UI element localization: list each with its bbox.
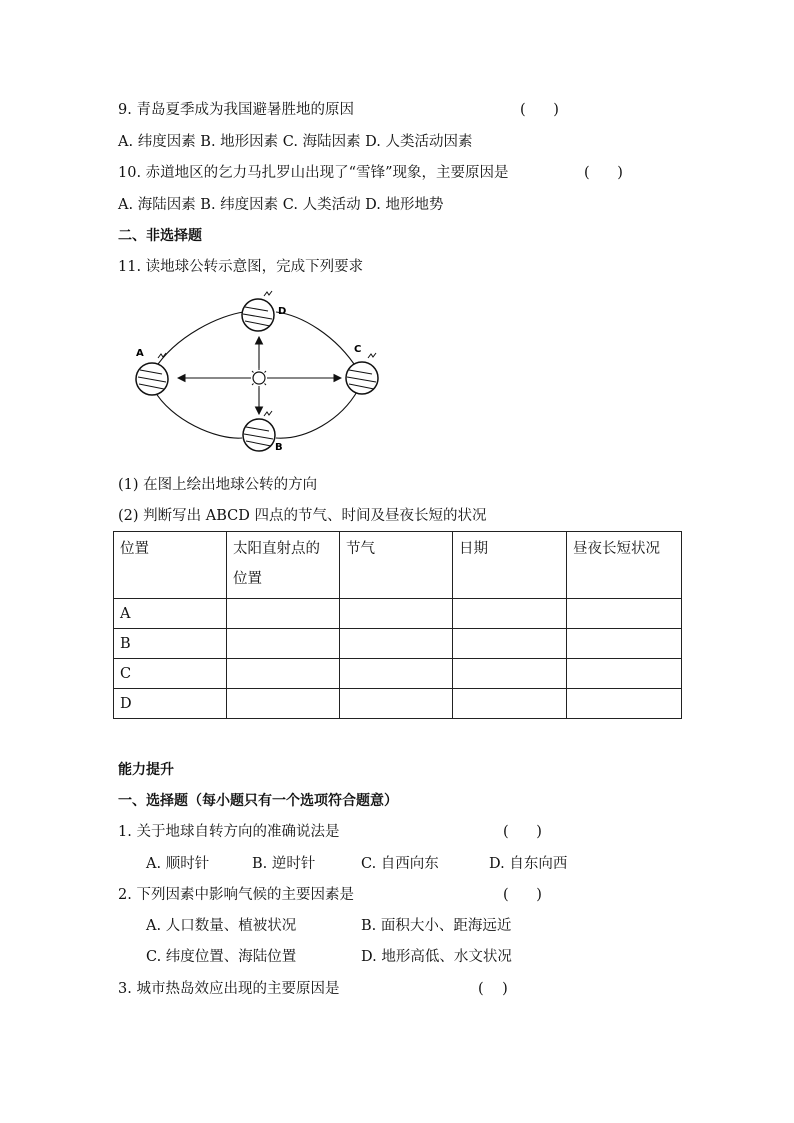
answer-cell[interactable] [340,689,453,719]
q10-options: A. 海陆因素 B. 纬度因素 C. 人类活动 D. 地形地势 [118,197,444,213]
row-label: A [114,599,227,629]
p2-option-d[interactable]: D. 地形高低、水文状况 [361,949,512,965]
section-title-non-choice: 二、非选择题 [118,228,202,244]
answer-cell[interactable] [453,659,567,689]
table-row [114,629,682,659]
answer-cell[interactable] [340,629,453,659]
orbit-arc [154,312,244,370]
q10-text: 10. 赤道地区的乞力马扎罗山出现了“雪锋”现象，主要原因是 [118,165,509,181]
q11-text: 11. 读地球公转示意图，完成下列要求 [118,259,364,275]
section-title-ability: 能力提升 [118,762,174,778]
label-b: B [275,442,283,453]
header-position: 位置 [114,532,227,599]
table-row [114,689,682,719]
answer-cell[interactable] [453,629,567,659]
p2-text: 2. 下列因素中影响气候的主要因素是 [118,887,354,903]
p2-option-b[interactable]: B. 面积大小、距海远近 [361,918,512,934]
p2-answer-blank[interactable]: ( ) [503,887,542,903]
header-solar-term: 节气 [340,532,453,599]
orbit-arc [276,390,358,438]
answer-cell[interactable] [227,689,340,719]
q9-answer-blank[interactable]: ( ) [520,102,559,118]
p1-option-c[interactable]: C. 自西向东 [361,856,439,872]
p3-text: 3. 城市热岛效应出现的主要原因是 [118,981,340,997]
answer-cell[interactable] [567,659,682,689]
answer-cell[interactable] [567,599,682,629]
answer-cell[interactable] [453,599,567,629]
orbit-arc [154,390,242,438]
sun-icon [249,368,269,388]
p1-text: 1. 关于地球自转方向的准确说法是 [118,824,340,840]
q11-sub2: (2) 判断写出 ABCD 四点的节气、时间及昼夜长短的状况 [118,508,487,524]
table-row [114,599,682,629]
q9-options: A. 纬度因素 B. 地形因素 C. 海陆因素 D. 人类活动因素 [118,134,473,150]
p2-option-c[interactable]: C. 纬度位置、海陆位置 [146,949,297,965]
q9-text: 9. 青岛夏季成为我国避暑胜地的原因 [118,102,354,118]
p1-option-d[interactable]: D. 自东向西 [489,856,568,872]
answer-cell[interactable] [227,659,340,689]
answer-cell[interactable] [453,689,567,719]
orbit-arc [276,312,358,370]
p2-option-a[interactable]: A. 人口数量、植被状况 [146,918,297,934]
p3-answer-blank[interactable]: ( ) [478,981,508,997]
answer-cell[interactable] [227,599,340,629]
row-label: C [114,659,227,689]
p1-answer-blank[interactable]: ( ) [503,824,542,840]
earth-position-d [242,291,274,331]
earth-position-a [136,353,168,395]
label-c: C [354,344,362,355]
q10-answer-blank[interactable]: ( ) [584,165,623,181]
table-row [114,659,682,689]
label-d: D [278,306,287,317]
section-title-choice: 一、选择题（每小题只有一个选项符合题意） [118,793,398,809]
p1-option-b[interactable]: B. 逆时针 [252,856,316,872]
row-label: D [114,689,227,719]
seasons-table [113,531,682,719]
answer-cell[interactable] [227,629,340,659]
answer-cell[interactable] [567,629,682,659]
table-header-row [114,532,682,599]
header-date: 日期 [453,532,567,599]
row-label: B [114,629,227,659]
q11-sub1: (1) 在图上绘出地球公转的方向 [118,477,318,493]
header-sun-direct-point: 太阳直射点的位置 [227,532,340,599]
answer-cell[interactable] [340,599,453,629]
label-a: A [136,348,144,359]
earth-position-b [243,411,275,451]
earth-revolution-diagram [126,290,396,460]
header-day-night-length: 昼夜长短状况 [567,532,682,599]
answer-cell[interactable] [340,659,453,689]
answer-cell[interactable] [567,689,682,719]
p1-option-a[interactable]: A. 顺时针 [146,856,210,872]
